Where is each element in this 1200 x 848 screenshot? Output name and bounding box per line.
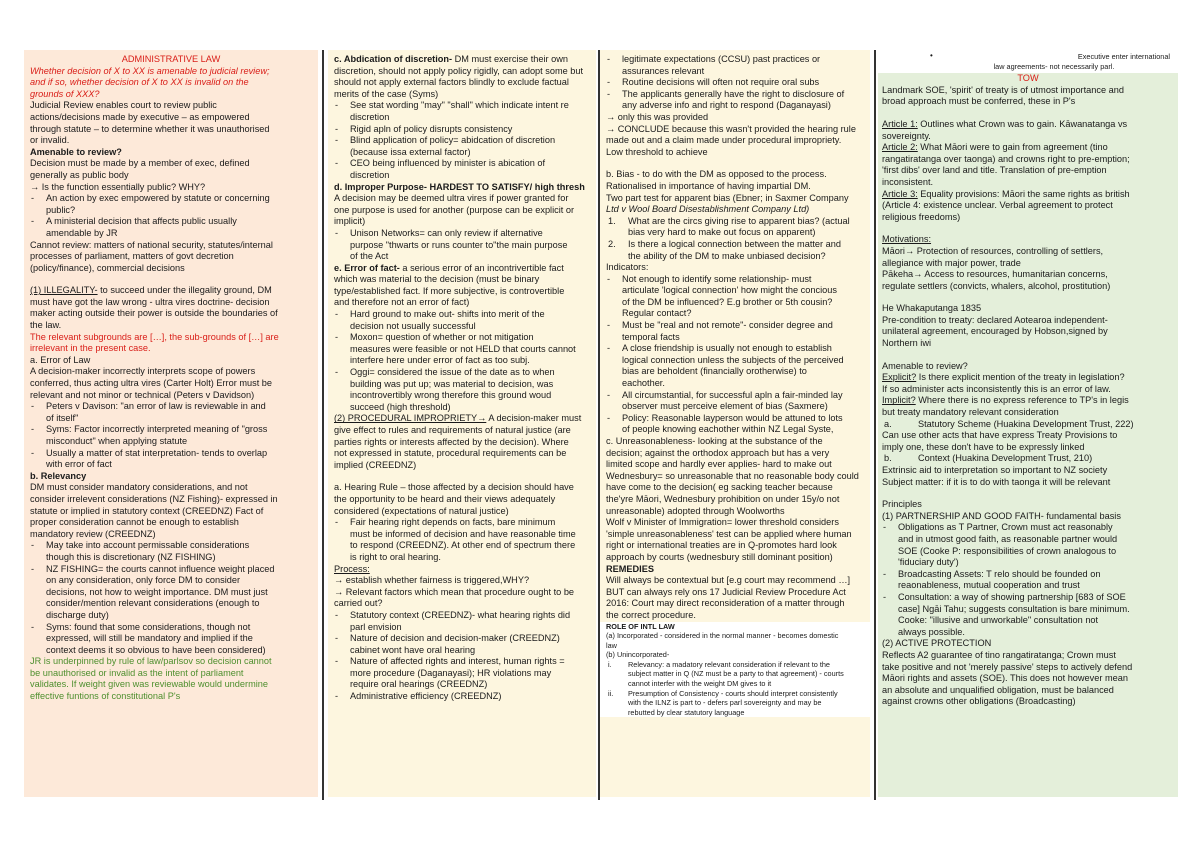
- text-line: A decision-maker incorrectly interprets scope of powers: [30, 366, 256, 377]
- intl-law-note: [600, 622, 870, 718]
- text-line: statute or implied in statutory context (CREEDNZ) Fact of: [30, 505, 264, 516]
- note-line: be unauthorised or invalid as the intent of parliament: [30, 667, 244, 678]
- list-item: - Nature of decision and decision-maker (CREEDNZ) cabinet wont have oral hearing: [334, 633, 590, 656]
- column-administrative-law: [24, 50, 318, 797]
- text-line: regulate settlers (convicts, whalers, alcohol, prostitution): [882, 280, 1111, 291]
- list-item: - Blind application of policy= abidcation of discretion (because issa external factor): [334, 135, 590, 158]
- subheading: d. Improper Purpose- HARDEST TO SATISFY/ high thresh: [334, 181, 585, 192]
- text-line: allegiance with major power, trade: [882, 257, 1021, 268]
- text-line: limited scope and hardly ever applies- hard to make out: [606, 459, 832, 470]
- text-line: merits of the case (Syms): [334, 88, 439, 99]
- text-line: If so administer acts inconsistently this is an error of law.: [882, 383, 1111, 394]
- list-item: - Must be "real and not remote"- consider degree and temporal facts: [606, 320, 864, 343]
- text-line: Ltd v Wool Board Disestablishment Company Ltd): [606, 204, 810, 215]
- text-line: religious freedoms): [882, 211, 961, 222]
- text-line: 'simple unreasonableness' test can be applied where human: [606, 528, 852, 539]
- text-line: Wednesbury= so unreasonable that no reasonable body could: [606, 470, 859, 481]
- list-item: - Policy: Reasonable layperson would be attuned to lots of people knowing eachother within NZ Legal Syste,: [606, 413, 864, 436]
- text-line: relevant and not minor or technical (Peters v Davidson): [30, 389, 255, 400]
- column-treaty-of-waitangi: [878, 50, 1178, 797]
- text-line: BUT can always rely ons 17 Judicial Review Procedure Act: [606, 586, 846, 597]
- text-line: A decision may be deemed ultra vires if power granted for: [334, 193, 569, 204]
- text-line: (policy/finance), commercial decisions: [30, 262, 185, 273]
- text-line: the correct procedure.: [606, 609, 696, 620]
- list-item: - An action by exec empowered by statute or concerning public?: [30, 193, 312, 216]
- arrow-line: → Relevant factors which mean that procedure ought to be: [334, 586, 575, 597]
- note-heading: ROLE OF INTL LAW: [606, 621, 675, 631]
- subheading: b. Relevancy: [30, 470, 87, 481]
- text-line: b. Bias - to do with the DM as opposed to the process.: [606, 169, 827, 180]
- text-line: the opportunity to be heard and their views adequately: [334, 493, 556, 504]
- text-line: implied (CREEDNZ): [334, 459, 417, 470]
- text-line: discretion, should not apply policy rigidly, can adopt some but: [334, 65, 584, 76]
- text-line: rangatiratanga over taonga) and crowns right to pre-emption;: [882, 153, 1130, 164]
- text-line: c. Unreasonableness- looking at the substance of the: [606, 436, 823, 446]
- text-line: (1) ILLEGALITY- to succeed under the illegality ground, DM: [30, 285, 272, 296]
- text-line: sovereignty.: [882, 130, 931, 141]
- doc-title: ADMINISTRATIVE LAW: [121, 54, 221, 64]
- text-line: imply one, these don't have to be expressly linked: [882, 441, 1085, 452]
- text-line: 2016: Court may direct reconsideration of a matter through: [606, 598, 845, 609]
- column-illegality-procedure: [328, 50, 596, 797]
- text-line: Article 2: What Māori were to gain from agreement (tino: [882, 142, 1108, 153]
- text-line: approach by courts (wednesbury still dominant position): [606, 551, 833, 562]
- text-line: Explicit? Is there explicit mention of the treaty in legislation?: [882, 372, 1125, 383]
- column-divider: [322, 50, 324, 800]
- text-line: conferred, thus acting ultra vires (Carter Holt) Error must be: [30, 378, 273, 389]
- note-line: (b) Unincorporated-: [606, 650, 670, 660]
- lettered-item: b. Context (Huakina Development Trust, 210): [884, 453, 1093, 464]
- list-item: - Not enough to identify some relationship- must articulate 'logical connection' how might the concious of the DM be influenced? E.g brother or 5th cousin? Regular contact?: [606, 274, 864, 320]
- arrow-line: → CONCLUDE because this wasn't provided the hearing rule: [606, 123, 856, 134]
- list-item: - CEO being influenced by minister is abication of discretion: [334, 158, 590, 181]
- note-line: (a) Incorporated - considered in the normal manner - becomes domestic: [606, 631, 839, 641]
- list-item: - May take into account permissable considerations though this is discretionary (NZ FISHING): [30, 540, 312, 563]
- text-line: Māori rights and assets (SOE). This does not however mean: [882, 673, 1128, 684]
- list-item: - legitimate expectations (CCSU) past practices or assurances relevant: [606, 54, 864, 77]
- text-line: generally as public body: [30, 169, 129, 180]
- text-line: mandatory review (CREEDNZ): [30, 528, 156, 539]
- text-line: Subject matter: if it is to do with taonga it will be relevant: [882, 476, 1111, 487]
- text-line: Low threshold to achieve: [606, 146, 708, 157]
- text-line: (2) PROCEDURAL IMPROPRIETY→ A decision-maker must: [334, 413, 582, 424]
- text-line: decision; against the orthodox approach but has a very: [606, 447, 830, 458]
- arrow-line: → establish whether fairness is triggered,WHY?: [334, 575, 530, 586]
- text-line: parties rights or interests affected by the decision). Where: [334, 436, 569, 447]
- subheading: Motivations:: [882, 234, 932, 245]
- subheading: a. Error of Law: [30, 354, 91, 365]
- arrow-line: → only this was provided: [606, 111, 709, 122]
- list-item: - Unison Networks= can only review if alternative purpose "thwarts or runs counter to"the main purpose of the Act: [334, 228, 590, 263]
- text-line: Wolf v Minister of Immigration= lower threshold considers: [606, 517, 839, 528]
- text-line: Implicit? Where there is no express reference to TP's in legis: [882, 395, 1129, 406]
- list-item: - Routine decisions will often not require oral subs: [606, 77, 864, 89]
- column-divider: [874, 50, 876, 800]
- text-line: take positive and not 'merely passive' steps to actively defend: [882, 661, 1133, 672]
- text-line: Rationalised in importance of having impartial DM.: [606, 180, 811, 191]
- text-line: against crowns other obligations (Broadcasting): [882, 696, 1076, 707]
- list-item: - Fair hearing right depends on facts, bare minimum must be informed of decision and have reasonable time to respond (CREEDNZ). At other end of spectrum there is right to oral hearing.: [334, 517, 590, 563]
- list-item: - All circumstantial, for successful apln a fair-minded lay observer must perceive element of bias (Saxmere): [606, 390, 864, 413]
- text-line: must have got the law wrong - ultra vires doctrine- decision: [30, 296, 270, 307]
- text-line: the law.: [30, 320, 62, 331]
- text-line: the'yre Māori, Wednesbury prohibition on under 15y/o not: [606, 493, 840, 504]
- text-line: broad approach must be conferred, these in P's: [882, 96, 1076, 107]
- numbered-item: 1. What are the circs giving rise to apparent bias? (actual bias very hard to make out focus on apparent): [608, 215, 850, 238]
- bullet-icon: •: [930, 51, 933, 60]
- arrow-line: → Is the function essentially public? WHY?: [30, 181, 206, 192]
- note-line: validates. If weight given was reviewable would undermine: [30, 679, 268, 690]
- text-line: Northern iwi: [882, 338, 932, 349]
- procedural-impropriety-heading: (2) PROCEDURAL IMPROPRIETY→: [334, 413, 487, 424]
- list-item: - Statutory context (CREEDNZ)- what hearing rights did parl envision: [334, 610, 590, 633]
- list-item: - The applicants generally have the right to disclosure of any adverse info and right to respond (Daganayasi): [606, 89, 864, 112]
- list-item: - A close friendship is usually not enough to establish logical connection unless the subjects of the perceived bias are beholdent (financially orotherwise) to eachother.: [606, 343, 864, 389]
- text-line: maker acting outside their power is outside the boundaries of: [30, 308, 278, 319]
- text-line: Article 3: Equality provisions: Māori the same rights as british: [882, 188, 1130, 199]
- text-line: Article 1: Outlines what Crown was to gain. Kāwanatanga vs: [882, 118, 1128, 129]
- note-line: law: [606, 640, 617, 650]
- text-line: (Article 4: existence unclear. Verbal agreement to protect: [882, 200, 1113, 211]
- text-line: Judicial Review enables court to review public: [30, 100, 217, 111]
- subheading: Indicators:: [606, 262, 649, 273]
- issue-line: grounds of XXX?: [30, 88, 100, 99]
- text-line: Decision must be made by a member of exec, defined: [30, 158, 250, 169]
- text-line: and therefore not an error of fact): [334, 297, 470, 308]
- list-item: - See stat wording "may" "shall" which indicate intent re discretion: [334, 100, 590, 123]
- text-line: implicit): [334, 216, 366, 227]
- principle-heading: (1) PARTNERSHIP AND GOOD FAITH- fundamental basis: [882, 510, 1121, 521]
- text-line: unreasonable) adopted through Woolworths: [606, 505, 785, 516]
- list-item: - Broadcasting Assets: T relo should be founded on reaonableness, mutual cooperation and trust: [882, 569, 1174, 592]
- note-line: The relevant subgrounds are […], the sub-grounds of […] are: [30, 331, 279, 342]
- list-item: - Administrative efficiency (CREEDNZ): [334, 691, 590, 703]
- text-line: a. Hearing Rule – those affected by a decision should have: [334, 482, 574, 493]
- lettered-item: a. Statutory Scheme (Huakina Development Trust, 222): [884, 418, 1134, 429]
- text-line: considered (expectations of natural justice): [334, 505, 509, 516]
- text-line: unilateral agreement, encouraged by Hobson,signed by: [882, 326, 1108, 337]
- note-line: irrelevant in the present case.: [30, 343, 151, 354]
- text-line: an absolute and unqualified obligation, must be balanced: [882, 684, 1114, 695]
- numbered-item: i. Relevancy: a madatory relevant consideration if relevant to the subject matter in Q (NZ must be a party to that agreement) - courts cannot interfer with the weight DM gives to it: [608, 659, 844, 689]
- text-line: e. Error of fact- a serious error of an incontrivertible fact: [334, 262, 564, 273]
- subheading: Amenable to review?: [882, 360, 968, 371]
- text-line: carried out?: [334, 598, 383, 609]
- text-line: not expressed in statute, procedural requirements can be: [334, 448, 567, 459]
- list-item: - Syms: Factor incorrectly interpreted meaning of "gross misconduct" when applying statute: [30, 424, 312, 447]
- subheading: He Whakaputanga 1835: [882, 303, 982, 314]
- text-line: should not apply external factors blindly to exclude factual: [334, 77, 569, 88]
- numbered-item: 2. Is there a logical connection between the matter and the ability of the DM to make unbiased decision?: [608, 238, 841, 261]
- column-bias-remedies: [600, 50, 870, 797]
- text-line: Reflects A2 guarantee of tino rangatiratanga; Crown must: [882, 649, 1116, 660]
- list-item: - Obligations as T Partner, Crown must act reasonably and in utmost good faith, as reasonable partner would SOE (Cooke P: responsibilities of crown analogous to 'fiduciary duty'): [882, 522, 1174, 568]
- principle-heading: (2) ACTIVE PROTECTION: [882, 638, 992, 649]
- text-line: DM must consider mandatory considerations, and not: [30, 482, 248, 493]
- section-heading: Amenable to review?: [30, 146, 122, 157]
- note-line: JR is underpinned by rule of law/parlsov so decision cannot: [30, 656, 272, 667]
- text-line: Will always be contextual but [e.g court may recommend …]: [606, 575, 851, 586]
- note-line: effective funtions of constitutional P's: [30, 691, 181, 702]
- list-item: - NZ FISHING= the courts cannot influence weight placed on any consideration, only force DM to consider decisions, not how to weight importance. DM must just consider/mention relevant considerations (enough to discharge duty): [30, 564, 312, 622]
- text-line: but treaty mandatory relevant consideration: [882, 407, 1059, 418]
- text-line: processes of parliament, matters of govt decretion: [30, 251, 234, 262]
- top-note: • Executive enter international law agreements- not necessarily parl.: [878, 50, 1178, 73]
- list-item: - Usually a matter of stat interpretation- tends to overlap with error of fact: [30, 448, 312, 471]
- list-item: - Nature of affected rights and interest, human rights = more procedure (Daganayasi); HR violations may require oral hearings (CREEDNZ): [334, 656, 590, 691]
- text-line: through statute – to determine whether it was unauthorised: [30, 123, 270, 134]
- text-line: Two part test for apparent bias (Ebner; in Saxmer Company: [606, 192, 849, 203]
- list-item: - Consultation: a way of showing partnership [683 of SOE case] Ngāi Tahu; suggests consultation is bare minimum. Cooke: "illusive and unworkable" consultation not always possible.: [882, 592, 1174, 638]
- text-line: 'first dibs' over land and title. Translation of pre-emption: [882, 165, 1107, 176]
- text-line: which was material to the decision (must be binary: [334, 274, 540, 285]
- subheading: Principles: [882, 499, 922, 510]
- text-line: Can use other acts that have express Treaty Provisions to: [882, 430, 1118, 441]
- text-line: made out and a claim made under procedural impropriety.: [606, 135, 842, 146]
- list-item: - Rigid apln of policy disrupts consistency: [334, 124, 590, 136]
- list-item: - Peters v Davison: "an error of law is reviewable in and of itself": [30, 401, 312, 424]
- text-line: or invalid.: [30, 135, 70, 146]
- list-item: - A ministerial decision that affects public usually amendable by JR: [30, 216, 312, 239]
- text-line: Cannot review: matters of national security, statutes/internal: [30, 239, 273, 250]
- illegality-heading: (1) ILLEGALITY-: [30, 285, 98, 296]
- text-line: actions/decisions made by executive – as empowered: [30, 111, 250, 122]
- text-line: inconsistent.: [882, 176, 934, 187]
- text-line: type/established fact. If more subjective, is controvertible: [334, 285, 565, 296]
- issue-line: Whether decision of X to XX is amenable to judicial review;: [30, 65, 270, 76]
- subheading: Process:: [334, 563, 370, 574]
- text-line: Extrinsic aid to interpretation so important to NZ society: [882, 465, 1108, 475]
- text-line: c. Abdication of discretion- DM must exercise their own: [334, 54, 568, 64]
- numbered-item: ii. Presumption of Consistency - courts should interpret consistently with the ILNZ is part to - defers parl sovereignty and may be rebutted by clear statutory language: [608, 688, 838, 717]
- text-line: one purpose is used for another (purpose can be explicit or: [334, 204, 575, 215]
- text-line: proper consideration cannot be enough to establish: [30, 517, 239, 528]
- list-item: - Oggi= considered the issue of the date as to when building was put up; was material to decision, was incontrovertibly wrong therefore this ground woud succeed (high threshold): [334, 367, 590, 413]
- list-item: - Hard ground to make out- shifts into merit of the decision not usually successful: [334, 309, 590, 332]
- list-item: - Moxon= question of whether or not mitigation measures were feasible or not HELD that courts cannot interfere here under error of fact as too subj.: [334, 332, 590, 367]
- text-line: Pākeha→ Access to resources, humanitarian concerns,: [882, 269, 1108, 280]
- issue-line: and if so, whether decision of X to XX is invalid on the: [30, 77, 249, 88]
- list-item: - Syms: found that some considerations, though not expressed, will still be mandatory and implied if the context deems it so obvious to have been considered): [30, 622, 312, 657]
- text-line: consider irrelevent considerations (NZ Fishing)- expressed in: [30, 493, 278, 504]
- text-line: right or international treaties are in Q-promotes hard look: [606, 540, 837, 551]
- text-line: have come to the decision( eg sacking teacher because: [606, 482, 833, 493]
- text-line: Māori→ Protection of resources, controlling of settlers,: [882, 245, 1104, 256]
- section-title: TOW: [1017, 73, 1039, 84]
- text-line: give effect to rules and requirements of natural justice (are: [334, 425, 571, 435]
- text-line: Pre-condition to treaty: declared Aotearoa independent-: [882, 314, 1108, 325]
- remedies-heading: REMEDIES: [606, 563, 654, 574]
- text-line: Landmark SOE, 'spirit' of treaty is of utmost importance and: [882, 84, 1124, 95]
